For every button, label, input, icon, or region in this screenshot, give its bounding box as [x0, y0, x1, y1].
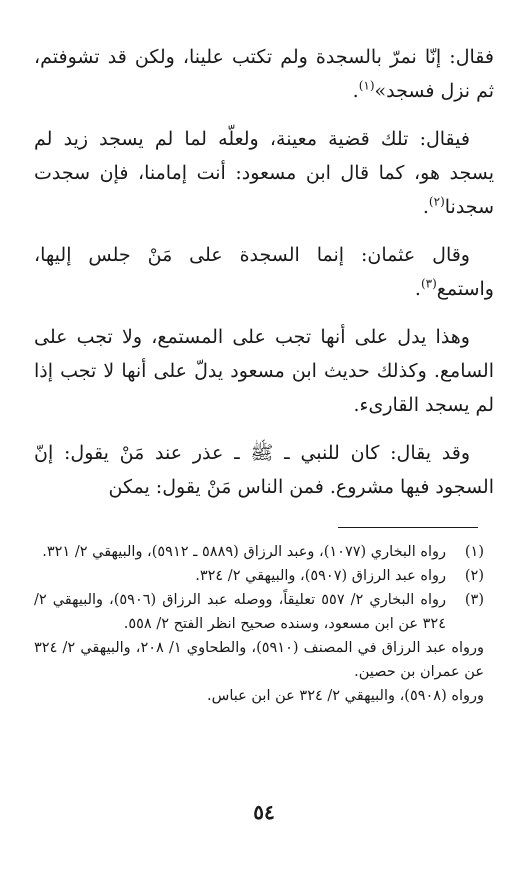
footnote-separator	[338, 527, 478, 528]
footnote-number: (٢)	[464, 568, 484, 584]
footnote-text: رواه البخاري (١٠٧٧)، وعبد الرزاق (٥٨٨٩ ـ ٥٩١٢)، والبيهقي ٢/ ٣٢١.	[42, 544, 446, 560]
footnote-continuation: ورواه (٥٩٠٨)، والبيهقي ٢/ ٣٢٤ عن ابن عباس.	[207, 688, 484, 704]
paragraph-2-tail: .	[422, 196, 429, 218]
paragraph-2	[34, 122, 494, 224]
footnote-continuation: ورواه عبد الرزاق في المصنف (٥٩١٠)، والطحاوي ١/ ٢٠٨، والبيهقي ٢/ ٣٢٤ عن عمران بن حصين.	[34, 640, 485, 680]
footnotes	[34, 540, 484, 708]
footnote-text: رواه عبد الرزاق (٥٩٠٧)، والبيهقي ٢/ ٣٢٤.	[195, 568, 446, 584]
paragraph-1-tail: .	[352, 80, 359, 102]
footnote-3	[34, 588, 484, 636]
paragraph-5-text: وقد يقال: كان للنبي ـ ﷺ ـ عذر عند مَنْ يقول: إنّ السجود فيها مشروع. فمن الناس مَنْ يقول: يمكن	[34, 442, 494, 498]
footnote-2	[34, 564, 484, 588]
paragraph-3	[34, 238, 494, 306]
footnote-number: (٣)	[464, 592, 484, 608]
paragraph-3-text: وقال عثمان: إنما السجدة على مَنْ جلس إليها، واستمع	[34, 244, 494, 300]
page-number: ٥٤	[253, 800, 275, 824]
paragraph-1	[34, 40, 494, 108]
footnote-ref-2[interactable]: (٢)	[428, 194, 445, 209]
paragraph-1-text: فقال: إنّا نمرّ بالسجدة ولم تكتب علينا، ولكن قد تشوفتم، ثم نزل فسجد»	[34, 46, 494, 102]
footnote-1	[34, 540, 484, 564]
main-text	[34, 40, 494, 518]
footnote-number: (١)	[464, 544, 484, 560]
paragraph-2-text: فيقال: تلك قضية معينة، ولعلّه لما لم يسجد زيد لم يسجد هو، كما قال ابن مسعود: أنت إمامنا، فإن سجدت سجدنا	[34, 128, 494, 218]
paragraph-4-text: وهذا يدل على أنها تجب على المستمع، ولا تجب على السامع. وكذلك حديث ابن مسعود يدلّ على أنها لا تجب إذا لم يسجد القارىء.	[34, 326, 494, 416]
footnote-ref-3[interactable]: (٣)	[420, 276, 437, 291]
footnote-ref-1[interactable]: (١)	[358, 78, 375, 93]
footnote-text: رواه البخاري ٢/ ٥٥٧ تعليقاً، ووصله عبد الرزاق (٥٩٠٦)، والبيهقي ٢/ ٣٢٤ عن ابن مسعود، وسنده صحيح انظر الفتح ٢/ ٥٥٨.	[34, 592, 446, 632]
paragraph-4	[34, 320, 494, 422]
paragraph-3-tail: .	[414, 278, 421, 300]
paragraph-5	[34, 436, 494, 504]
